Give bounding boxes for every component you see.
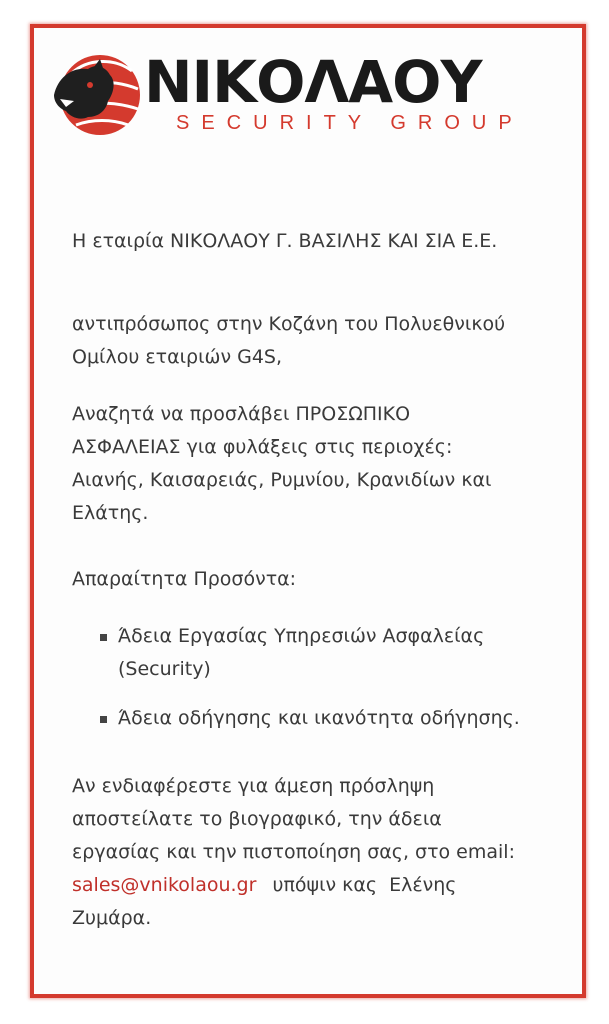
seeking-line: ΑΣΦΑΛΕΙΑΣ για φυλάξεις στις περιοχές:	[72, 436, 453, 458]
representative-line: Ομίλου εταιριών G4S,	[72, 346, 283, 368]
seeking-line: Αναζητά να προσλάβει ΠΡΟΣΩΠΙΚΟ	[72, 403, 411, 425]
logo-tagline: SECURITY GROUP	[176, 112, 524, 134]
seeking-line: Αιανής, Καισαρειάς, Ρυμνίου, Κρανιδίων και	[72, 469, 492, 491]
seeking-line: Ελάτης.	[72, 502, 149, 524]
requirement-line: Άδεια Εργασίας Υπηρεσιών Ασφαλείας	[118, 625, 485, 647]
list-item	[72, 702, 552, 735]
requirements-list	[72, 620, 552, 735]
seeking-paragraph	[72, 398, 552, 530]
email-link[interactable]: sales@vnikolaou.gr	[72, 874, 257, 896]
attention-text: υπόψιν κας Ελένης	[272, 874, 457, 896]
company-line	[72, 225, 552, 258]
contact-paragraph	[72, 770, 552, 935]
list-item	[72, 620, 552, 686]
requirement-line: (Security)	[118, 658, 211, 680]
logo-wordmark: ΝΙΚΟΛΑΟΥ	[144, 48, 482, 116]
attention-name-line: Ζυμάρα.	[72, 907, 152, 929]
requirements-heading	[72, 563, 552, 596]
contact-email-line	[72, 869, 552, 902]
contact-line: αποστείλατε το βιογραφικό, την άδεια	[72, 808, 442, 830]
panther-head-icon	[52, 51, 148, 137]
company-name: Η εταιρία ΝΙΚΟΛΑΟΥ Γ. ΒΑΣΙΛΗΣ ΚΑΙ ΣΙΑ Ε.Ε.	[72, 230, 498, 252]
company-logo	[52, 47, 522, 165]
requirements-heading-text: Απαραίτητα Προσόντα:	[72, 568, 297, 590]
bullet-square-icon	[100, 716, 107, 723]
requirement-line: Άδεια οδήγησης και ικανότητα οδήγησης.	[118, 707, 520, 729]
contact-line: εργασίας και την πιστοποίηση σας, στο email:	[72, 841, 515, 863]
contact-line: Αν ενδιαφέρεστε για άμεση πρόσληψη	[72, 775, 435, 797]
representative-paragraph	[72, 308, 552, 374]
bullet-square-icon	[100, 634, 107, 641]
representative-line: αντιπρόσωπος στην Κοζάνη του Πολυεθνικού	[72, 313, 506, 335]
